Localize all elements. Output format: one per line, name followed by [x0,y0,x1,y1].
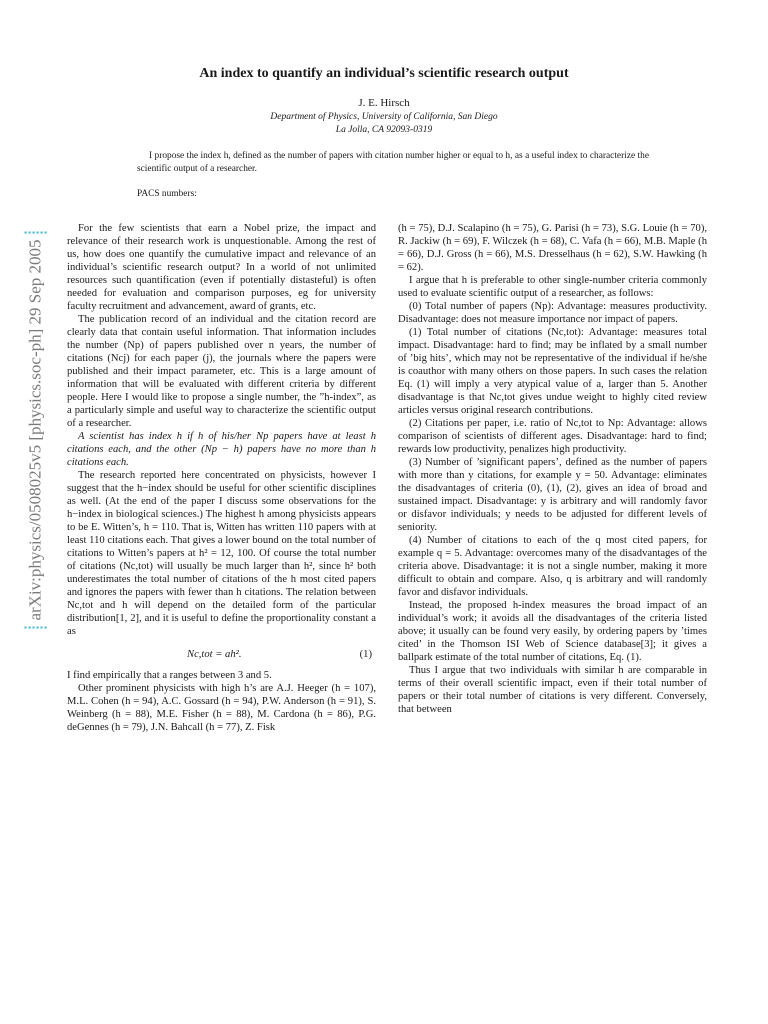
paragraph: Instead, the proposed h-index measures the broad impact of an individual’s work; it avoids all the disadvantages of the criteria listed above; it usually can be found very easily, by ordering papers by ’times cited’ in the Thomson ISI Web of Science database[3]; it gives a ballpark estimate of the total number of citations, Eq. (1). [398,600,707,663]
arxiv-stamp-text: arXiv:physics/0508025v5 [physics.soc-ph] 29 Sep 2005 [25,231,47,628]
paragraph: Thus I argue that two individuals with similar h are comparable in terms of their overall scientific impact, even if their total number of papers or their total number of citations is very different. Conversely, that between [398,665,707,715]
right-column [398,222,707,716]
paragraph: Other prominent physicists with high h’s are A.J. Heeger (h = 107), M.L. Cohen (h = 94), A.C. Gossard (h = 94), P.W. Anderson (h = 91), S. Weinberg (h = 88), M.E. Fisher (h = 88), M. Cardona (h = 86), P.G. deGennes (h = 79), J.N. Bahcall (h = 77), Z. Fisk [67,683,376,733]
equation-number: (1) [359,649,372,660]
criterion-0: (0) Total number of papers (Np): Advantage: measures productivity. Disadvantage: does not measure importance nor impact of papers. [398,301,707,325]
abstract: I propose the index h, defined as the number of papers with citation number higher or equal to h, as a useful index to characterize the scientific output of a researcher. [137,151,649,174]
affiliation-line2: La Jolla, CA 92093-0319 [335,125,433,135]
criterion-2: (2) Citations per paper, i.e. ratio of Nc,tot to Np: Advantage: allows comparison of scientists of different ages. Disadvantage: hard to find; rewards low productivity, penalizes high productivity. [398,418,707,455]
paragraph: I find empirically that a ranges between 3 and 5. [67,670,272,681]
paper-title: An index to quantify an individual’s scientific research output [199,66,569,81]
affiliation-line1: Department of Physics, University of California, San Diego [270,112,498,122]
criterion-3: (3) Number of ’significant papers’, defined as the number of papers with more than y citations, for example y = 50. Advantage: eliminates the disadvantages of criteria (0), (1), (2), gives an idea of broad and sustained impact. Disadvantage: y is arbitrary and will randomly favor or disfavor individuals; y needs to be adjusted for different levels of seniority. [398,457,707,533]
author: J. E. Hirsch [358,97,410,109]
paragraph: The publication record of an individual and the citation record are clearly data that contain useful information. That information includes the number (Np) of papers published over n years, the number of citations (Ncj) for each paper (j), the journals where the papers were published and their impact parameter, etc. This is a large amount of information that will be evaluated with different criteria by different people. Here I would like to propose a single number, the ”h-index”, as a particularly simple and useful way to characterize the scientific output of a researcher. [67,314,376,429]
arxiv-stamp [26,180,46,680]
left-column [67,222,376,734]
equation-body: Nc,tot = ah². [187,649,242,660]
paragraph: (h = 75), D.J. Scalapino (h = 75), G. Parisi (h = 73), S.G. Louie (h = 70), R. Jackiw (h = 69), F. Wilczek (h = 68), C. Vafa (h = 66), M.B. Maple (h = 66), D.J. Gross (h = 66), M.S. Dresselhaus (h = 62), S.W. Hawking (h = 62). [398,223,707,273]
h-index-definition: A scientist has index h if h of his/her Np papers have at least h citations each, and the other (Np − h) papers have no more than h citations each. [67,431,376,468]
paragraph: For the few scientists that earn a Nobel prize, the impact and relevance of their research work is unquestionable. Among the rest of us, how does one quantify the cumulative impact and relevance of an individual’s scientific research output? In a world of not unlimited resources such quantification (even if potentially distasteful) is often needed for evaluation and comparison purposes, eg for university faculty recruitment and advancement, award of grants, etc. [67,223,376,312]
criterion-1: (1) Total number of citations (Nc,tot): Advantage: measures total impact. Disadvantage: hard to find; may be inflated by a small number of ’big hits’, which may not be representative of the individual if he/she is coauthor with many others on those papers. In such cases the relation Eq. (1) will imply a very atypical value of a, larger than 5. Another disadvantage is that Nc,tot gives undue weight to highly cited review articles versus original research contributions. [398,327,707,416]
pacs-numbers: PACS numbers: [137,189,197,199]
paragraph: I argue that h is preferable to other single-number criteria commonly used to evaluate scientific output of a researcher, as follows: [398,275,707,299]
equation-1 [67,648,376,661]
criterion-4: (4) Number of citations to each of the q most cited papers, for example q = 5. Advantage: overcomes many of the disadvantages of the criteria above. Disadvantage: it is not a single number, making it more difficult to obtain and compare. Also, q is arbitrary and will randomly favor and disfavor individuals. [398,535,707,598]
paragraph: The research reported here concentrated on physicists, however I suggest that the h−index should be useful for other scientific disciplines as well. (At the end of the paper I discuss some observations for the h−index in biological sciences.) The highest h among physicists appears to be E. Witten’s, h = 110. That is, Witten has written 110 papers with at least 110 citations each. That gives a lower bound on the total number of citations to Witten’s papers at h² = 12, 100. Of course the total number of citations (Nc,tot) will usually be much larger than h², since h² both underestimates the total number of citations of the h most cited papers and ignores the papers with fewer than h citations. The relation between Nc,tot and h will depend on the detailed form of the particular distribution[1, 2], and it is useful to define the proportionality constant a as [67,470,376,637]
